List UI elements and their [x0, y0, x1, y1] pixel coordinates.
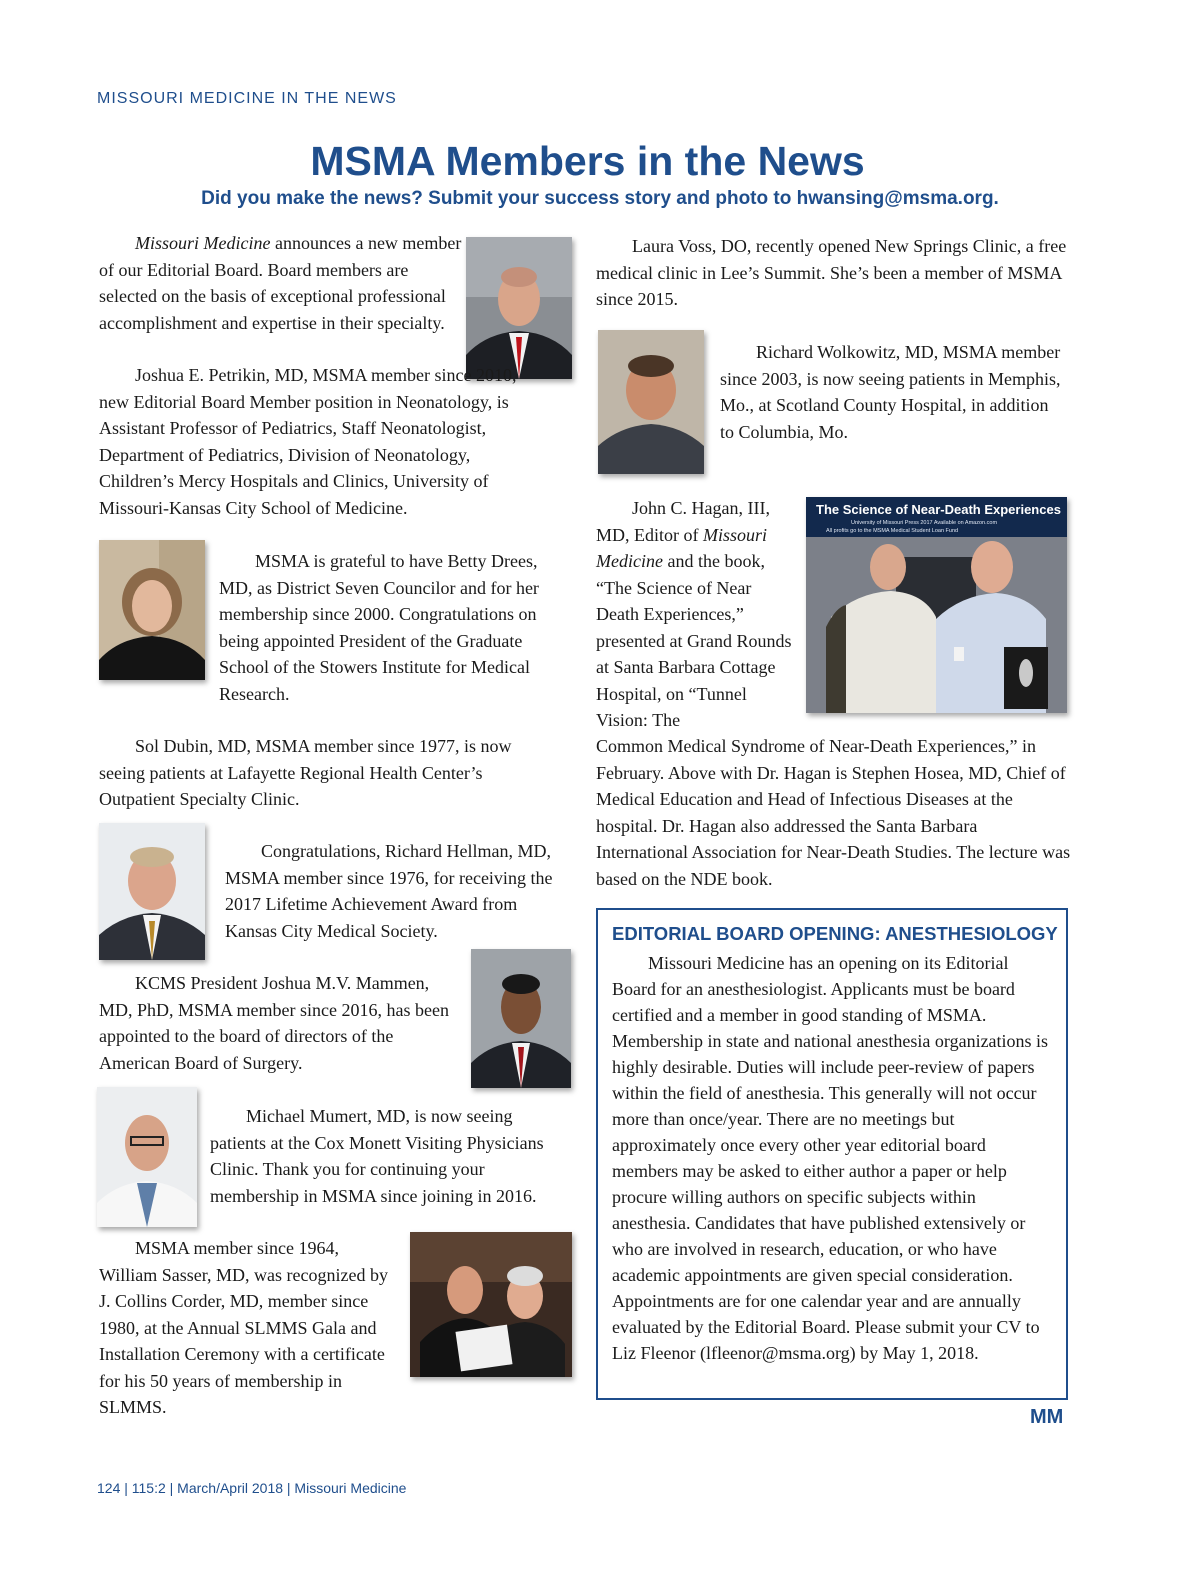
wolkowitz-paragraph: Richard Wolkowitz, MD, MSMA member since 2003, is now seeing patients in Memphis, Mo., at Scotland County Hospital, in addition to Columbia, Mo. — [720, 342, 1061, 442]
drees-photo — [99, 540, 205, 680]
hagan-paragraph-end: Common Medical Syndrome of Near-Death Experiences,” in February. Above with Dr. Hagan is Stephen Hosea, MD, Chief of Medical Education and Head of Infectious Diseases at the hospital. Dr. Hagan also addressed the Santa Barbara International Association for Near-Death Studies. The lecture was based on the NDE book. — [596, 736, 1071, 889]
photo-banner-subtitle-2: All profits go to the MSMA Medical Student Loan Fund — [826, 528, 959, 534]
hellman-paragraph: Congratulations, Richard Hellman, MD, MSMA member since 1976, for receiving the 2017 Lifetime Achievement Award from Kansas City Medical Society. — [225, 841, 553, 941]
editorial-box-title: EDITORIAL BOARD OPENING: ANESTHESIOLOGY — [612, 923, 1058, 944]
dubin-paragraph: Sol Dubin, MD, MSMA member since 1977, is now seeing patients at Lafayette Regional Health Center’s Outpatient Specialty Clinic. — [99, 736, 512, 809]
editorial-board-opening-box — [596, 908, 1068, 1400]
page-subtitle: Did you make the news? Submit your success story and photo to hwansing@msma.org. — [201, 188, 999, 209]
end-mark: MM — [1030, 1406, 1064, 1428]
hagan-hosea-photo — [806, 497, 1067, 713]
mammen-paragraph: KCMS President Joshua M.V. Mammen, MD, PhD, MSMA member since 2016, has been appointed to the board of directors of the American Board of Surgery. — [99, 973, 449, 1073]
page-title: MSMA Members in the News — [310, 138, 865, 184]
editorial-box-body: Missouri Medicine has an opening on its Editorial Board for an anesthesiologist. Applicants must be board certified and a member in good standing of MSMA. Membership in state and national anesthesia organizations is highly desirable. Duties will include peer-review of papers within the field of anesthesia. This generally will not occur more than once/year. There are no meetings but approximately once every other year editorial board members may be asked to either author a paper or help procure willing authors on specific subjects within anesthesia. Candidates that have published extensively or who are involved in research, education, or who have academic appointments are given special consideration. Appointments are for one calendar year and are annually evaluated by the Editorial Board. Please submit your CV to Liz Fleenor (lfleenor@msma.org) by May 1, 2018. — [612, 953, 1049, 1363]
section-label: MISSOURI MEDICINE IN THE NEWS — [97, 90, 397, 107]
sasser-corder-photo — [410, 1232, 572, 1377]
voss-paragraph: Laura Voss, DO, recently opened New Springs Clinic, a free medical clinic in Lee’s Summit. She’s been a member of MSMA since 2015. — [596, 236, 1067, 309]
page-footer: 124 | 115:2 | March/April 2018 | Missouri Medicine — [97, 1480, 407, 1496]
photo-banner-title: The Science of Near-Death Experiences — [816, 502, 1061, 517]
drees-paragraph: MSMA is grateful to have Betty Drees, MD, as District Seven Councilor and for her membership since 2000. Congratulations on being appointed President of the Graduate School of the Stowers Institute for Medical Research. — [219, 551, 539, 704]
hellman-photo — [99, 823, 205, 960]
wolkowitz-photo — [598, 330, 704, 474]
petrikin-intro-text: announces a new member of our Editorial Board. Board members are selected on the basis of exceptional professional accomplishment and expertise in their specialty. — [99, 233, 462, 333]
photo-banner-subtitle: University of Missouri Press 2017 Available on Amazon.com — [851, 520, 998, 526]
mumert-photo — [97, 1087, 197, 1227]
journal-name-italic: Missouri Medicine — [135, 233, 271, 253]
mammen-photo — [471, 949, 571, 1088]
petrikin-intro-paragraph — [99, 230, 464, 336]
hagan-journal-italic: Missouri Medicine — [596, 524, 768, 571]
hagan-paragraph-start — [596, 495, 796, 734]
mumert-paragraph: Michael Mumert, MD, is now seeing patients at the Cox Monett Visiting Physicians Clinic. Thank you for continuing your membership in MSMA since joining in 2016. — [210, 1106, 544, 1206]
petrikin-photo — [466, 237, 572, 379]
hagan-text-b: and the book, “The Science of Near Death Experiences,” presented at Grand Rounds at Santa Barbara Cottage Hospital, on “Tunnel Vision: The — [596, 551, 792, 730]
sasser-paragraph: MSMA member since 1964, William Sasser, MD, was recognized by J. Collins Corder, MD, member since 1980, at the Annual SLMMS Gala and Installation Ceremony with a certificate for his 50 years of membership in SLMMS. — [99, 1238, 388, 1417]
hagan-text-a: John C. Hagan, III, MD, Editor of — [596, 498, 770, 545]
petrikin-paragraph: Joshua E. Petrikin, MD, MSMA member since 2010, new Editorial Board Member position in Neonatology, is Assistant Professor of Pediatrics, Staff Neonatologist, Department of Pediatrics, Division of Neonatology, Children’s Mercy Hospitals and Clinics, University of Missouri-Kansas City School of Medicine. — [99, 365, 517, 518]
